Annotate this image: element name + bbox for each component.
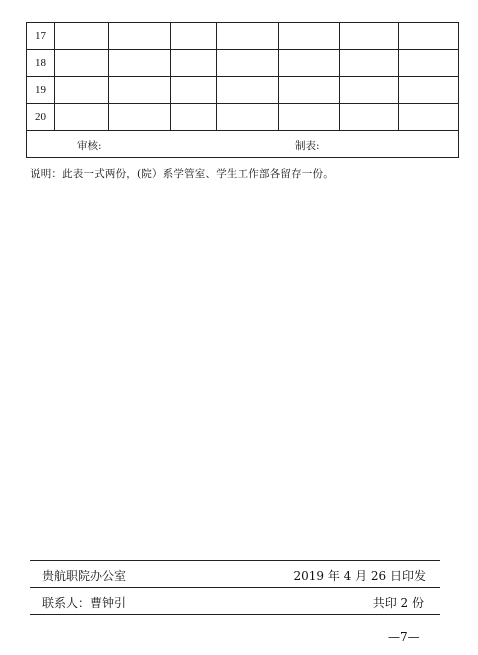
table-cell: [279, 104, 340, 131]
table-cell: [171, 77, 217, 104]
footer-bottom-rule: [30, 614, 440, 615]
table-cell: [399, 23, 459, 50]
copies-text: 共印 2 份: [372, 596, 424, 610]
table-cell: [55, 77, 109, 104]
table-cell: [279, 77, 340, 104]
row-number-cell: 17: [27, 23, 55, 50]
explanation-note: 说明：此表一式两份，(院）系学管室、学生工作部各留存一份。: [30, 168, 334, 180]
footer-top-rule: [30, 560, 440, 561]
table-cell: [279, 50, 340, 77]
table-cell: [340, 23, 399, 50]
table-cell: [55, 104, 109, 131]
table-cell: [340, 50, 399, 77]
table-cell: [399, 104, 459, 131]
contact-person-text: 联系人：曹钟引: [42, 596, 127, 610]
table-cell: [340, 77, 399, 104]
table-cell: [171, 50, 217, 77]
table-cell: [109, 50, 171, 77]
table-cell: [109, 77, 171, 104]
page-number: —7—: [388, 630, 420, 644]
table-cell: [217, 104, 279, 131]
table-cell: [55, 23, 109, 50]
issuer-text: 贵航职院办公室: [42, 569, 127, 583]
review-label: 审核:: [77, 140, 102, 152]
table-cell: [109, 23, 171, 50]
table-cell: [399, 77, 459, 104]
signature-cell: [27, 131, 459, 158]
table-cell: [217, 77, 279, 104]
student-form-table: [26, 22, 459, 158]
table-row: [27, 50, 459, 77]
table-cell: [217, 50, 279, 77]
table-cell: [171, 104, 217, 131]
row-number-cell: 19: [27, 77, 55, 104]
print-date-text: 2019 年 4 月 26 日印发: [293, 569, 426, 583]
prepared-by-label: 制表:: [295, 140, 320, 152]
table-cell: [171, 23, 217, 50]
footer-middle-rule: [30, 587, 440, 588]
table-cell: [55, 50, 109, 77]
table-cell: [340, 104, 399, 131]
table-row: [27, 104, 459, 131]
row-number-cell: 20: [27, 104, 55, 131]
table-cell: [279, 23, 340, 50]
table-cell: [109, 104, 171, 131]
table-row: [27, 23, 459, 50]
table-row: [27, 77, 459, 104]
table-cell: [399, 50, 459, 77]
signature-row: [27, 131, 459, 158]
table-cell: [217, 23, 279, 50]
row-number-cell: 18: [27, 50, 55, 77]
